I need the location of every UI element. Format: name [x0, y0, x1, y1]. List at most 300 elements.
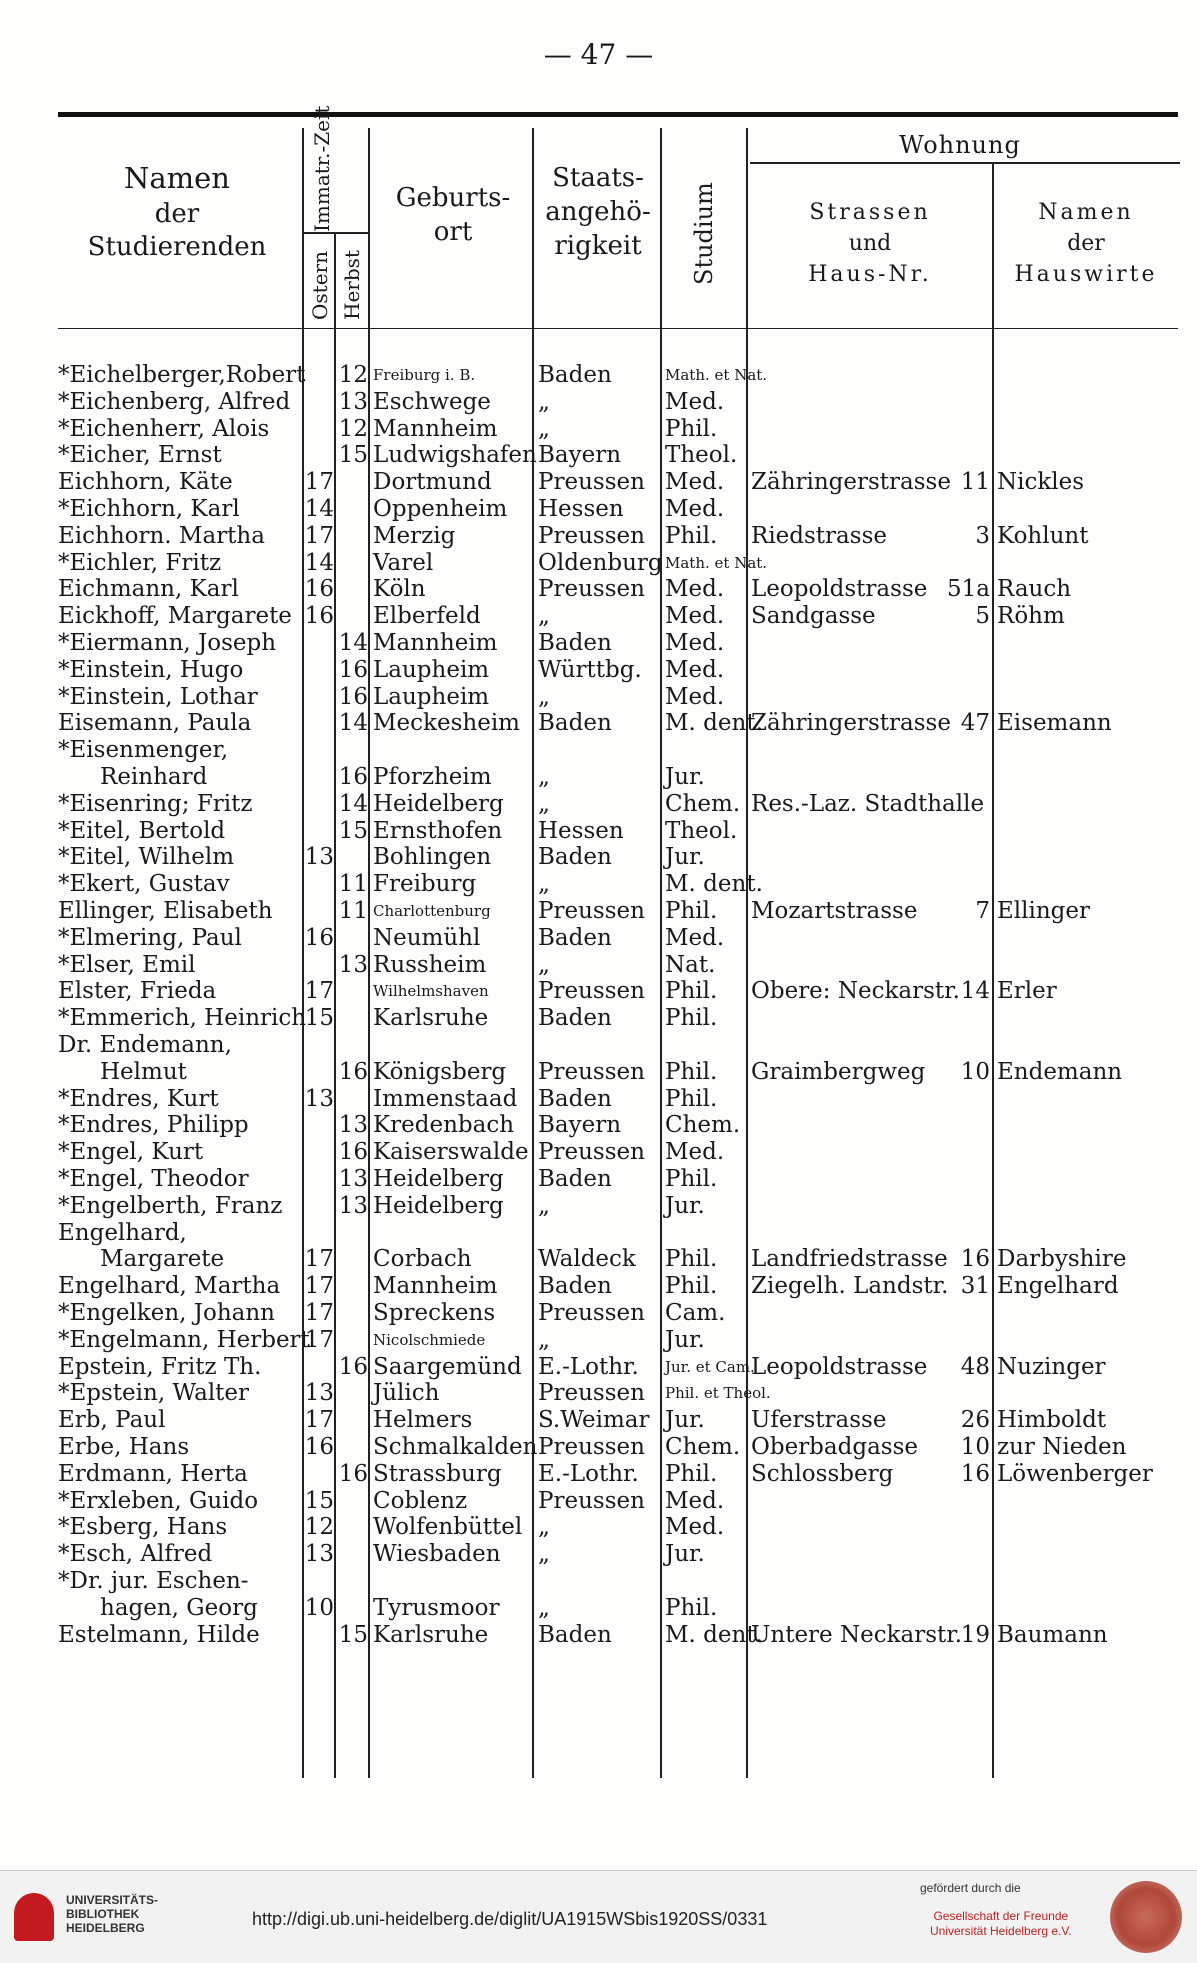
- student-name: *Dr. jur. Eschen-: [58, 1568, 249, 1594]
- birthplace: Dortmund: [373, 469, 492, 495]
- nationality: Baden: [538, 1086, 612, 1112]
- nationality: Preussen: [538, 576, 645, 602]
- birthplace: Mannheim: [373, 416, 498, 442]
- header-geburtsort: Geburts- ort: [395, 183, 511, 247]
- herbst-semester: 13: [338, 1166, 368, 1192]
- house-number: 3: [975, 523, 990, 549]
- student-name: *Epstein, Walter: [58, 1380, 250, 1406]
- birthplace: Königsberg: [373, 1059, 507, 1085]
- nationality: „: [538, 416, 550, 442]
- page-number: — 47 —: [543, 38, 654, 71]
- digital-library-url[interactable]: http://digi.ub.uni-heidelberg.de/diglit/UA1915WSbis1920SS/0331: [252, 1909, 768, 1929]
- student-name: Elster, Frieda: [58, 978, 217, 1004]
- house-number: 16: [960, 1246, 990, 1272]
- nationality: Baden: [538, 1005, 612, 1031]
- ostern-semester: 17: [304, 523, 334, 549]
- ostern-semester: 17: [304, 1300, 334, 1326]
- nationality: Bayern: [538, 1112, 622, 1138]
- table-row: [0, 818, 1197, 845]
- birthplace: Ernsthofen: [373, 818, 503, 844]
- birthplace: Varel: [373, 550, 434, 576]
- table-row: [0, 1246, 1197, 1273]
- immatr-divider: [304, 232, 368, 234]
- student-name: Dr. Endemann,: [58, 1032, 232, 1058]
- table-row: [0, 1300, 1197, 1327]
- field-of-study: Phil.: [665, 978, 718, 1004]
- table-row: [0, 469, 1197, 496]
- student-name: *Eiermann, Joseph: [58, 630, 277, 656]
- birthplace: Meckesheim: [373, 710, 520, 736]
- field-of-study: Chem.: [665, 1112, 741, 1138]
- student-name: *Engelken, Johann: [58, 1300, 275, 1326]
- house-number: 19: [960, 1622, 990, 1648]
- ostern-semester: 17: [304, 1327, 334, 1353]
- student-name: *Esberg, Hans: [58, 1514, 228, 1540]
- field-of-study: Jur. et Cam.: [665, 1358, 755, 1376]
- student-name: Eisemann, Paula: [58, 710, 252, 736]
- nationality: „: [538, 1541, 550, 1567]
- herbst-semester: 11: [338, 871, 368, 897]
- nationality: Waldeck: [538, 1246, 636, 1272]
- herbst-semester: 14: [338, 630, 368, 656]
- student-name: *Eichenberg, Alfred: [58, 389, 291, 415]
- student-name: Eichmann, Karl: [58, 576, 239, 602]
- nationality: Baden: [538, 1166, 612, 1192]
- student-name: *Eisenmenger,: [58, 737, 229, 763]
- ostern-semester: 10: [304, 1595, 334, 1621]
- field-of-study: Phil.: [665, 1595, 718, 1621]
- field-of-study: Med.: [665, 657, 725, 683]
- herbst-semester: 16: [338, 657, 368, 683]
- header-wohnung: Wohnung: [899, 131, 1021, 159]
- landlord-name: Himboldt: [997, 1407, 1107, 1433]
- nationality: Baden: [538, 1622, 612, 1648]
- house-number: 11: [960, 469, 990, 495]
- field-of-study: Jur.: [665, 1407, 705, 1433]
- student-name: *Esch, Alfred: [58, 1541, 213, 1567]
- herbst-semester: 16: [338, 764, 368, 790]
- nationality: Baden: [538, 844, 612, 870]
- student-name: *Emmerich, Heinrich: [58, 1005, 307, 1031]
- table-row: [0, 1273, 1197, 1300]
- birthplace: Corbach: [373, 1246, 472, 1272]
- birthplace: Kredenbach: [373, 1112, 515, 1138]
- birthplace: Karlsruhe: [373, 1005, 489, 1031]
- nationality: „: [538, 684, 550, 710]
- student-name: Estelmann, Hilde: [58, 1622, 260, 1648]
- student-name: *Eicher, Ernst: [58, 442, 222, 468]
- field-of-study: Phil.: [665, 1166, 718, 1192]
- field-of-study: Math. et Nat.: [665, 554, 768, 572]
- house-number: 7: [975, 898, 990, 924]
- table-row: [0, 1461, 1197, 1488]
- student-name: *Eisenring; Fritz: [58, 791, 253, 817]
- student-name: Eickhoff, Margarete: [58, 603, 292, 629]
- ostern-semester: 16: [304, 603, 334, 629]
- header-ostern: Ostern: [308, 251, 332, 320]
- nationality: Preussen: [538, 1380, 645, 1406]
- birthplace: Mannheim: [373, 630, 498, 656]
- birthplace: Schmalkalden: [373, 1434, 538, 1460]
- table-row: [0, 1220, 1197, 1247]
- field-of-study: Med.: [665, 389, 725, 415]
- landlord-name: Endemann: [997, 1059, 1123, 1085]
- student-name: *Endres, Philipp: [58, 1112, 249, 1138]
- table-row: [0, 1112, 1197, 1139]
- table-row: [0, 1380, 1197, 1407]
- field-of-study: Med.: [665, 1139, 725, 1165]
- table-row: [0, 1139, 1197, 1166]
- ostern-semester: 16: [304, 925, 334, 951]
- birthplace: Heidelberg: [373, 1166, 504, 1192]
- ostern-semester: 15: [304, 1488, 334, 1514]
- field-of-study: Phil.: [665, 1005, 718, 1031]
- ostern-semester: 17: [304, 1407, 334, 1433]
- ostern-semester: 13: [304, 1541, 334, 1567]
- birthplace: Pforzheim: [373, 764, 492, 790]
- student-name: *Elmering, Paul: [58, 925, 242, 951]
- herbst-semester: 12: [338, 362, 368, 388]
- table-row: [0, 1166, 1197, 1193]
- field-of-study: M. dent.: [665, 871, 763, 897]
- street-address: Schlossberg: [751, 1461, 894, 1487]
- nationality: Württbg.: [538, 657, 642, 683]
- student-name: *Engelmann, Herbert: [58, 1327, 310, 1353]
- table-row: [0, 603, 1197, 630]
- landlord-name: Erler: [997, 978, 1057, 1004]
- nationality: Hessen: [538, 496, 624, 522]
- ostern-semester: 16: [304, 576, 334, 602]
- table-row: [0, 362, 1197, 389]
- field-of-study: Chem.: [665, 791, 741, 817]
- field-of-study: Theol.: [665, 442, 738, 468]
- street-address: Leopoldstrasse: [751, 576, 928, 602]
- field-of-study: Phil.: [665, 1246, 718, 1272]
- nationality: Preussen: [538, 1139, 645, 1165]
- field-of-study: Med.: [665, 1488, 725, 1514]
- landlord-name: Kohlunt: [997, 523, 1089, 549]
- nationality: Preussen: [538, 978, 645, 1004]
- herbst-semester: 15: [338, 442, 368, 468]
- birthplace: Merzig: [373, 523, 456, 549]
- student-name: hagen, Georg: [100, 1595, 258, 1621]
- herbst-semester: 15: [338, 1622, 368, 1648]
- student-name: *Einstein, Hugo: [58, 657, 244, 683]
- header-hauswirte: Namen der Hauswirte: [1014, 200, 1158, 287]
- birthplace: Mannheim: [373, 1273, 498, 1299]
- student-name: *Eichler, Fritz: [58, 550, 222, 576]
- table-row: [0, 442, 1197, 469]
- ostern-semester: 13: [304, 1380, 334, 1406]
- herbst-semester: 15: [338, 818, 368, 844]
- table-row: [0, 978, 1197, 1005]
- house-number: 47: [960, 710, 990, 736]
- field-of-study: Jur.: [665, 1541, 705, 1567]
- birthplace: Laupheim: [373, 657, 490, 683]
- nationality: Preussen: [538, 1300, 645, 1326]
- ostern-semester: 17: [304, 1273, 334, 1299]
- nationality: E.-Lothr.: [538, 1461, 639, 1487]
- street-address: Landfriedstrasse: [751, 1246, 948, 1272]
- birthplace: Oppenheim: [373, 496, 508, 522]
- header-immatr-zeit: Immatr.-Zeit: [310, 105, 334, 232]
- herbst-semester: 13: [338, 1193, 368, 1219]
- street-address: Zähringerstrasse: [751, 469, 951, 495]
- birthplace: Kaiserswalde: [373, 1139, 529, 1165]
- street-address: Sandgasse: [751, 603, 876, 629]
- nationality: Preussen: [538, 898, 645, 924]
- nationality: Preussen: [538, 1059, 645, 1085]
- nationality: Oldenburg: [538, 550, 663, 576]
- table-row: [0, 1193, 1197, 1220]
- nationality: „: [538, 1193, 550, 1219]
- herbst-semester: 13: [338, 952, 368, 978]
- street-address: Leopoldstrasse: [751, 1354, 928, 1380]
- table-row: [0, 496, 1197, 523]
- table-row: [0, 1514, 1197, 1541]
- table-row: [0, 898, 1197, 925]
- street-address: Uferstrasse: [751, 1407, 887, 1433]
- birthplace: Wolfenbüttel: [373, 1514, 523, 1540]
- student-name: *Engel, Theodor: [58, 1166, 249, 1192]
- wohnung-underline: [750, 162, 1180, 164]
- table-row: [0, 1488, 1197, 1515]
- birthplace: Neumühl: [373, 925, 481, 951]
- landlord-name: Löwenberger: [997, 1461, 1153, 1487]
- birthplace: Laupheim: [373, 684, 490, 710]
- field-of-study: Jur.: [665, 844, 705, 870]
- field-of-study: Phil.: [665, 1059, 718, 1085]
- student-name: *Elser, Emil: [58, 952, 196, 978]
- footer-bar: [0, 1870, 1197, 1963]
- birthplace: Freiburg i. B.: [373, 366, 476, 384]
- street-address: Oberbadgasse: [751, 1434, 918, 1460]
- house-number: 10: [960, 1434, 990, 1460]
- student-name: Reinhard: [100, 764, 208, 790]
- field-of-study: Theol.: [665, 818, 738, 844]
- landlord-name: Röhm: [997, 603, 1065, 629]
- header-staatsangehoerigkeit: Staats- angehö- rigkeit: [545, 163, 651, 261]
- table-row: [0, 710, 1197, 737]
- table-row: [0, 1568, 1197, 1595]
- ostern-semester: 13: [304, 1086, 334, 1112]
- street-address: Riedstrasse: [751, 523, 887, 549]
- field-of-study: Phil.: [665, 416, 718, 442]
- table-row: [0, 657, 1197, 684]
- field-of-study: Nat.: [665, 952, 716, 978]
- nationality: „: [538, 1327, 550, 1353]
- field-of-study: Jur.: [665, 764, 705, 790]
- field-of-study: Jur.: [665, 1193, 705, 1219]
- field-of-study: Phil.: [665, 1273, 718, 1299]
- table-row: [0, 1005, 1197, 1032]
- student-name: *Eitel, Wilhelm: [58, 844, 235, 870]
- birthplace: Karlsruhe: [373, 1622, 489, 1648]
- birthplace: Freiburg: [373, 871, 477, 897]
- nationality: Baden: [538, 710, 612, 736]
- ostern-semester: 16: [304, 1434, 334, 1460]
- street-address: Zähringerstrasse: [751, 710, 951, 736]
- table-row: [0, 737, 1197, 764]
- herbst-semester: 13: [338, 389, 368, 415]
- field-of-study: Med.: [665, 630, 725, 656]
- house-number: 26: [960, 1407, 990, 1433]
- student-name: *Eichhorn, Karl: [58, 496, 240, 522]
- herbst-semester: 14: [338, 791, 368, 817]
- birthplace: Bohlingen: [373, 844, 492, 870]
- herbst-semester: 16: [338, 1461, 368, 1487]
- sponsor-lead: gefördert durch die: [920, 1881, 1021, 1895]
- nationality: „: [538, 952, 550, 978]
- nationality: „: [538, 1595, 550, 1621]
- field-of-study: Med.: [665, 469, 725, 495]
- herbst-semester: 16: [338, 1059, 368, 1085]
- field-of-study: Cam.: [665, 1300, 726, 1326]
- table-row: [0, 1434, 1197, 1461]
- house-number: 31: [960, 1273, 990, 1299]
- birthplace: Saargemünd: [373, 1354, 522, 1380]
- landlord-name: Nuzinger: [997, 1354, 1106, 1380]
- nationality: Baden: [538, 1273, 612, 1299]
- table-row: [0, 1086, 1197, 1113]
- table-row: [0, 925, 1197, 952]
- student-name: *Engelberth, Franz: [58, 1193, 283, 1219]
- birthplace: Wilhelmshaven: [373, 982, 489, 1000]
- student-name: Erdmann, Herta: [58, 1461, 248, 1487]
- field-of-study: Med.: [665, 684, 725, 710]
- student-name: Margarete: [100, 1246, 225, 1272]
- field-of-study: Phil.: [665, 1086, 718, 1112]
- student-name: *Endres, Kurt: [58, 1086, 219, 1112]
- table-row: [0, 684, 1197, 711]
- house-number: 10: [960, 1059, 990, 1085]
- nationality: Preussen: [538, 1434, 645, 1460]
- nationality: Preussen: [538, 469, 645, 495]
- table-row: [0, 1622, 1197, 1649]
- nationality: „: [538, 603, 550, 629]
- student-name: Ellinger, Elisabeth: [58, 898, 273, 924]
- house-number: 5: [975, 603, 990, 629]
- field-of-study: Math. et Nat.: [665, 366, 768, 384]
- field-of-study: Med.: [665, 925, 725, 951]
- birthplace: Tyrusmoor: [373, 1595, 500, 1621]
- landlord-name: Eisemann: [997, 710, 1112, 736]
- birthplace: Nicolschmiede: [373, 1331, 486, 1349]
- herbst-semester: 13: [338, 1112, 368, 1138]
- library-name: UNIVERSITÄTS- BIBLIOTHEK HEIDELBERG: [66, 1893, 159, 1935]
- nationality: Baden: [538, 630, 612, 656]
- birthplace: Strassburg: [373, 1461, 502, 1487]
- birthplace: Heidelberg: [373, 791, 504, 817]
- herbst-semester: 16: [338, 1139, 368, 1165]
- house-number: 51a: [947, 576, 990, 602]
- table-row: [0, 1327, 1197, 1354]
- student-name: *Engel, Kurt: [58, 1139, 204, 1165]
- table-row: [0, 1595, 1197, 1622]
- student-name: Helmut: [100, 1059, 187, 1085]
- table-row: [0, 630, 1197, 657]
- birthplace: Spreckens: [373, 1300, 496, 1326]
- ostern-semester: 13: [304, 844, 334, 870]
- table-row: [0, 1407, 1197, 1434]
- landlord-name: Ellinger: [997, 898, 1090, 924]
- nationality: Baden: [538, 362, 612, 388]
- header-herbst: Herbst: [340, 250, 364, 320]
- table-row: [0, 871, 1197, 898]
- student-name: Eichhorn. Martha: [58, 523, 265, 549]
- field-of-study: Med.: [665, 576, 725, 602]
- ostern-semester: 14: [304, 496, 334, 522]
- header-names: Namen der Studierenden: [87, 161, 267, 263]
- table-row: [0, 576, 1197, 603]
- street-address: Mozartstrasse: [751, 898, 918, 924]
- birthplace: Köln: [373, 576, 426, 602]
- field-of-study: Jur.: [665, 1327, 705, 1353]
- birthplace: Wiesbaden: [373, 1541, 501, 1567]
- house-number: 16: [960, 1461, 990, 1487]
- herbst-semester: 12: [338, 416, 368, 442]
- student-name: *Erxleben, Guido: [58, 1488, 259, 1514]
- nationality: Preussen: [538, 523, 645, 549]
- field-of-study: M. dent.: [665, 1622, 763, 1648]
- street-address: Res.-Laz. Stadthalle: [751, 791, 985, 817]
- landlord-name: Nickles: [997, 469, 1085, 495]
- street-address: Untere Neckarstr.: [751, 1622, 963, 1648]
- nationality: „: [538, 1514, 550, 1540]
- nationality: S.Weimar: [538, 1407, 650, 1433]
- student-name: *Eichelberger,Robert: [58, 362, 306, 388]
- field-of-study: Phil.: [665, 1461, 718, 1487]
- birthplace: Elberfeld: [373, 603, 481, 629]
- table-row: [0, 550, 1197, 577]
- nationality: „: [538, 791, 550, 817]
- header-bottom-rule: [58, 328, 1178, 329]
- field-of-study: Chem.: [665, 1434, 741, 1460]
- house-number: 14: [960, 978, 990, 1004]
- herbst-semester: 14: [338, 710, 368, 736]
- student-name: Engelhard, Martha: [58, 1273, 281, 1299]
- birthplace: Charlottenburg: [373, 902, 491, 920]
- birthplace: Eschwege: [373, 389, 491, 415]
- birthplace: Russheim: [373, 952, 487, 978]
- landlord-name: Engelhard: [997, 1273, 1119, 1299]
- field-of-study: Phil.: [665, 898, 718, 924]
- nationality: „: [538, 871, 550, 897]
- student-name: *Eichenherr, Alois: [58, 416, 270, 442]
- field-of-study: M. dent.: [665, 710, 763, 736]
- birthplace: Jülich: [373, 1380, 440, 1406]
- student-name: Epstein, Fritz Th.: [58, 1354, 262, 1380]
- street-address: Ziegelh. Landstr.: [751, 1273, 949, 1299]
- sponsor-name: Gesellschaft der Freunde Universität Heidelberg e.V.: [930, 1909, 1072, 1938]
- field-of-study: Phil. et Theol.: [665, 1384, 771, 1402]
- ostern-semester: 17: [304, 469, 334, 495]
- nationality: Preussen: [538, 1488, 645, 1514]
- street-address: Obere: Neckarstr.: [751, 978, 960, 1004]
- student-name: Erb, Paul: [58, 1407, 166, 1433]
- table-row: [0, 952, 1197, 979]
- birthplace: Coblenz: [373, 1488, 468, 1514]
- landlord-name: Rauch: [997, 576, 1072, 602]
- student-name: Erbe, Hans: [58, 1434, 190, 1460]
- table-row: [0, 1059, 1197, 1086]
- university-seal-icon: [1110, 1881, 1182, 1953]
- house-number: 48: [960, 1354, 990, 1380]
- herbst-semester: 16: [338, 684, 368, 710]
- header-strassen: Strassen und Haus-Nr.: [808, 200, 932, 287]
- birthplace: Helmers: [373, 1407, 473, 1433]
- student-name: Engelhard,: [58, 1220, 187, 1246]
